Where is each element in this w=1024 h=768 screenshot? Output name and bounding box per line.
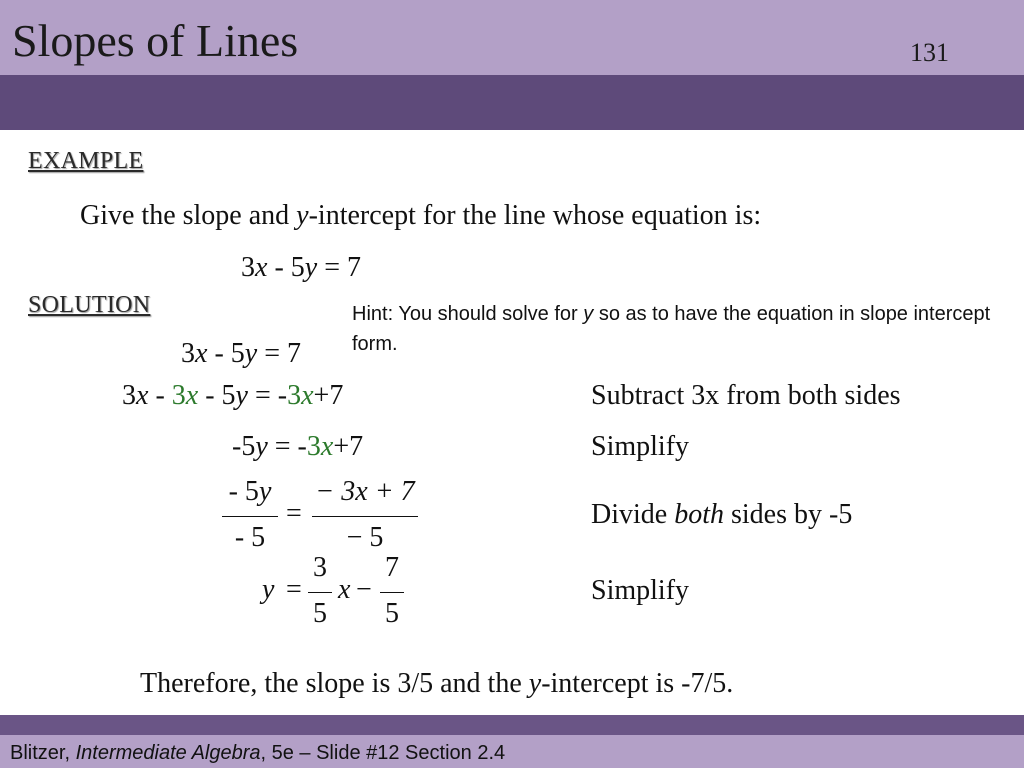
left-denominator: - 5 [234,522,266,553]
intercept-fraction-bar [380,592,404,593]
right-fraction-bar [312,516,418,517]
example-prompt: Give the slope and y-intercept for the line whose equation is: [80,200,762,231]
slide-title: Slopes of Lines [12,15,299,66]
solution-line-1: 3x - 5y = 7 [181,338,301,369]
example-heading: EXAMPLE [28,148,144,174]
x-variable: x [338,574,351,605]
y-variable: y [262,574,275,605]
slope-fraction-bar [308,592,332,593]
solution-line-2: 3x - 3x - 5y = -3x+7 [122,380,344,411]
hint-text: Hint: You should solve for y so as to have the equation in slope intercept form. [352,303,991,355]
page-number: 131 [910,38,949,67]
intercept-numerator: 7 [385,552,399,583]
fraction-equals: = [286,498,302,529]
left-numerator: - 5y [228,476,272,507]
conclusion-text: Therefore, the slope is 3/5 and the y-intercept is -7/5. [140,668,734,699]
step-divide: Divide both sides by -5 [591,499,853,530]
step-simplify-1: Simplify [591,431,690,462]
left-fraction-bar [222,516,278,517]
right-numerator: − 3x + 7 [315,476,415,507]
right-denominator: − 5 [346,522,384,553]
step-simplify-2: Simplify [591,575,690,606]
solution-line-3: -5y = -3x+7 [232,431,364,462]
solution-heading: SOLUTION [28,292,151,318]
header-bar [0,75,1024,130]
result-equals: = [286,574,302,605]
intercept-denominator: 5 [385,598,399,629]
slope-denominator: 5 [313,598,327,629]
footer-bar [0,715,1024,735]
given-equation: 3x - 5y = 7 [241,252,361,283]
step-subtract: Subtract 3x from both sides [591,380,901,411]
footer-citation: Blitzer, Intermediate Algebra, 5e – Slide #12 Section 2.4 [10,742,506,764]
slope-numerator: 3 [313,552,327,583]
minus-sign: − [356,574,372,605]
